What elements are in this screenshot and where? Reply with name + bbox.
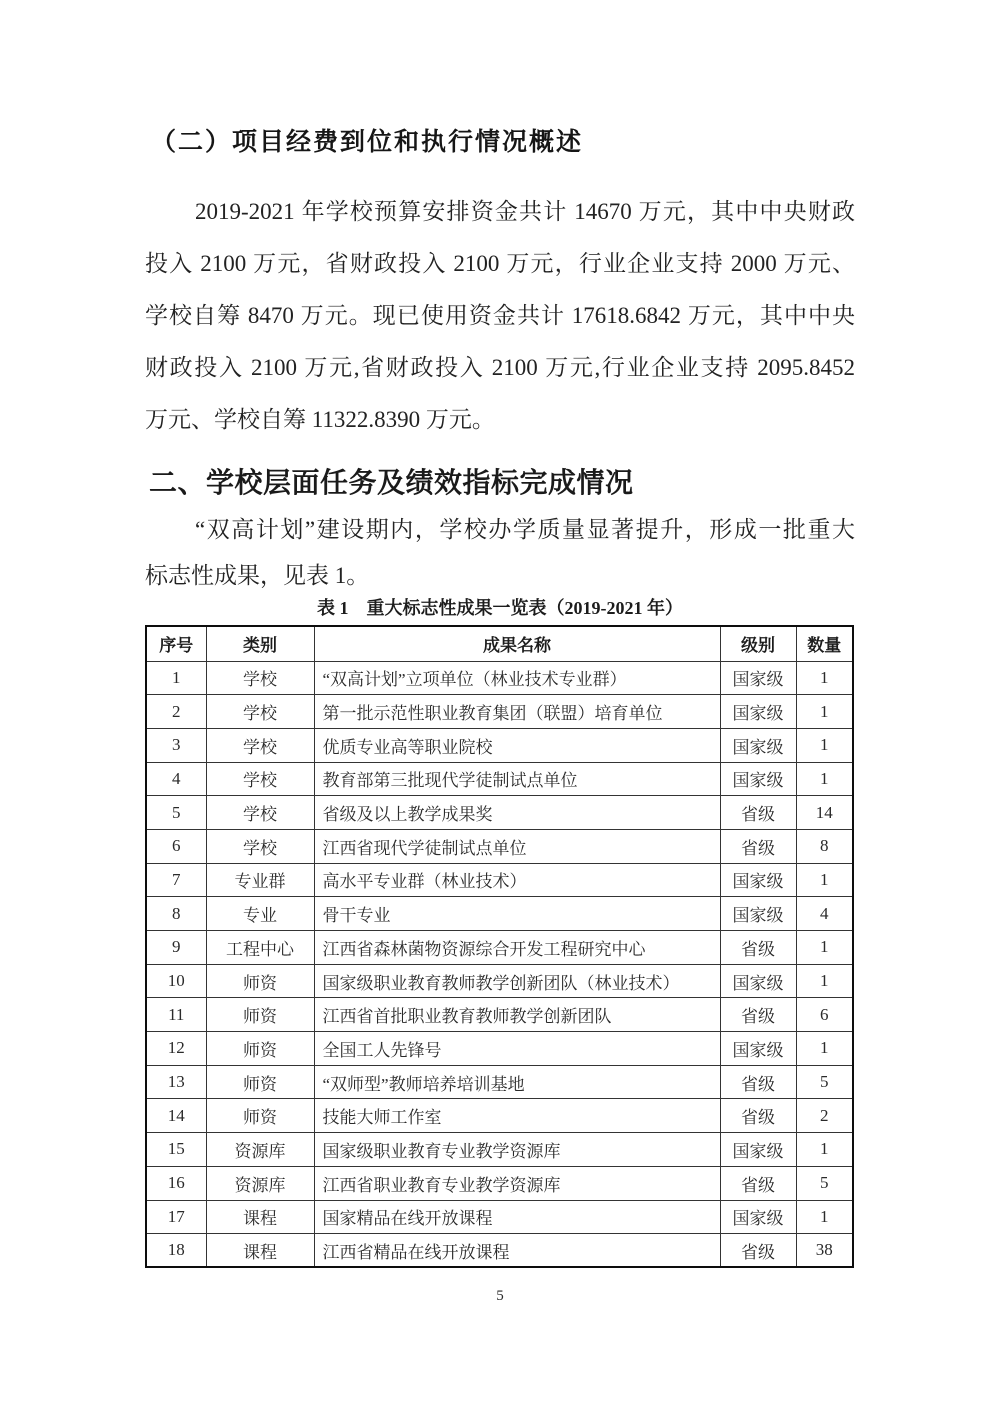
table-cell: 省级 bbox=[720, 829, 796, 863]
table-cell: 技能大师工作室 bbox=[314, 1099, 720, 1133]
table-cell: 1 bbox=[796, 1133, 853, 1167]
table-cell: 学校 bbox=[206, 728, 314, 762]
table-row bbox=[146, 1065, 853, 1099]
table-cell: 1 bbox=[796, 931, 853, 965]
table-cell: 6 bbox=[146, 829, 206, 863]
table-cell: 学校 bbox=[206, 829, 314, 863]
table-cell: 国家级 bbox=[720, 1200, 796, 1234]
table-cell: 省级 bbox=[720, 1166, 796, 1200]
table-cell: 4 bbox=[146, 762, 206, 796]
table-cell: 1 bbox=[796, 863, 853, 897]
table-cell: 15 bbox=[146, 1133, 206, 1167]
table-cell: 10 bbox=[146, 964, 206, 998]
table-cell: 师资 bbox=[206, 1099, 314, 1133]
table-cell: 课程 bbox=[206, 1200, 314, 1234]
table-cell: 国家级 bbox=[720, 762, 796, 796]
table-row bbox=[146, 829, 853, 863]
table-cell: 国家级 bbox=[720, 695, 796, 729]
paragraph-line: 财政投入 2100 万元,省财政投入 2100 万元,行业企业支持 2095.8452 bbox=[145, 355, 855, 380]
table-row bbox=[146, 695, 853, 729]
tasks-paragraph bbox=[145, 507, 855, 599]
table-cell: 1 bbox=[796, 1200, 853, 1234]
table-cell: 高水平专业群（林业技术） bbox=[314, 863, 720, 897]
table-cell: 资源库 bbox=[206, 1133, 314, 1167]
table-row bbox=[146, 762, 853, 796]
table-cell: 8 bbox=[146, 897, 206, 931]
table-cell: 专业 bbox=[206, 897, 314, 931]
table-cell: 8 bbox=[796, 829, 853, 863]
table-row bbox=[146, 964, 853, 998]
table-cell: 第一批示范性职业教育集团（联盟）培育单位 bbox=[314, 695, 720, 729]
table-cell: 13 bbox=[146, 1065, 206, 1099]
table-row bbox=[146, 1032, 853, 1066]
table-cell: 学校 bbox=[206, 695, 314, 729]
table-row bbox=[146, 998, 853, 1032]
table-cell: 省级 bbox=[720, 1234, 796, 1268]
column-header-category: 类别 bbox=[206, 626, 314, 661]
table-row bbox=[146, 1099, 853, 1133]
table-row bbox=[146, 1234, 853, 1268]
table-cell: 学校 bbox=[206, 661, 314, 695]
table-row bbox=[146, 661, 853, 695]
table-cell: 课程 bbox=[206, 1234, 314, 1268]
table-cell: 国家级 bbox=[720, 964, 796, 998]
table-cell: 3 bbox=[146, 728, 206, 762]
table-cell: 1 bbox=[796, 964, 853, 998]
table-cell: 江西省现代学徒制试点单位 bbox=[314, 829, 720, 863]
achievements-table bbox=[145, 625, 854, 1268]
table-header bbox=[146, 626, 853, 661]
table-cell: 江西省精品在线开放课程 bbox=[314, 1234, 720, 1268]
table-cell: 学校 bbox=[206, 796, 314, 830]
table-cell: 国家级职业教育专业教学资源库 bbox=[314, 1133, 720, 1167]
table-cell: 国家级 bbox=[720, 728, 796, 762]
column-header-level: 级别 bbox=[720, 626, 796, 661]
table-cell: 7 bbox=[146, 863, 206, 897]
table-cell: 江西省首批职业教育教师教学创新团队 bbox=[314, 998, 720, 1032]
table-row bbox=[146, 931, 853, 965]
table-cell: “双高计划”立项单位（林业技术专业群） bbox=[314, 661, 720, 695]
column-header-name: 成果名称 bbox=[314, 626, 720, 661]
table-cell: 江西省森林菌物资源综合开发工程研究中心 bbox=[314, 931, 720, 965]
table-cell: 1 bbox=[796, 661, 853, 695]
column-header-index: 序号 bbox=[146, 626, 206, 661]
table-cell: 2 bbox=[796, 1099, 853, 1133]
table-cell: “双师型”教师培养培训基地 bbox=[314, 1065, 720, 1099]
table-caption: 表 1 重大标志性成果一览表（2019-2021 年） bbox=[317, 598, 683, 618]
table-cell: 省级及以上教学成果奖 bbox=[314, 796, 720, 830]
table-cell: 学校 bbox=[206, 762, 314, 796]
table-cell: 11 bbox=[146, 998, 206, 1032]
table-cell: 12 bbox=[146, 1032, 206, 1066]
table-cell: 4 bbox=[796, 897, 853, 931]
table-cell: 38 bbox=[796, 1234, 853, 1268]
paragraph-line: 投入 2100 万元，省财政投入 2100 万元，行业企业支持 2000 万元、 bbox=[145, 251, 855, 276]
table-cell: 国家级职业教育教师教学创新团队（林业技术） bbox=[314, 964, 720, 998]
table-cell: 1 bbox=[796, 1032, 853, 1066]
table-cell: 江西省职业教育专业教学资源库 bbox=[314, 1166, 720, 1200]
table-cell: 6 bbox=[796, 998, 853, 1032]
table-cell: 1 bbox=[796, 695, 853, 729]
table-cell: 国家精品在线开放课程 bbox=[314, 1200, 720, 1234]
paragraph-line: 学校自筹 8470 万元。现已使用资金共计 17618.6842 万元，其中中央 bbox=[145, 303, 855, 328]
table-row bbox=[146, 796, 853, 830]
table-cell: 1 bbox=[146, 661, 206, 695]
table-cell: 优质专业高等职业院校 bbox=[314, 728, 720, 762]
table-cell: 国家级 bbox=[720, 863, 796, 897]
table-cell: 5 bbox=[796, 1065, 853, 1099]
table-cell: 17 bbox=[146, 1200, 206, 1234]
table-cell: 省级 bbox=[720, 1099, 796, 1133]
table-cell: 5 bbox=[796, 1166, 853, 1200]
table-cell: 省级 bbox=[720, 931, 796, 965]
table-cell: 16 bbox=[146, 1166, 206, 1200]
table-cell: 师资 bbox=[206, 1032, 314, 1066]
section-heading-tasks: 二、学校层面任务及绩效指标完成情况 bbox=[149, 467, 634, 498]
table-cell: 师资 bbox=[206, 964, 314, 998]
table-cell: 省级 bbox=[720, 998, 796, 1032]
table-body bbox=[146, 661, 853, 1267]
section-heading-funding: （二）项目经费到位和执行情况概述 bbox=[151, 129, 584, 156]
table-cell: 18 bbox=[146, 1234, 206, 1268]
table-cell: 1 bbox=[796, 728, 853, 762]
table-cell: 9 bbox=[146, 931, 206, 965]
paragraph-line: 2019-2021 年学校预算安排资金共计 14670 万元，其中中央财政 bbox=[195, 199, 855, 224]
table-row bbox=[146, 897, 853, 931]
table-cell: 国家级 bbox=[720, 897, 796, 931]
paragraph-line: 万元、学校自筹 11322.8390 万元。 bbox=[145, 407, 495, 432]
table-cell: 专业群 bbox=[206, 863, 314, 897]
table-cell: 骨干专业 bbox=[314, 897, 720, 931]
table-cell: 国家级 bbox=[720, 1032, 796, 1066]
table-cell: 国家级 bbox=[720, 1133, 796, 1167]
table-header-row bbox=[146, 626, 853, 661]
table-cell: 1 bbox=[796, 762, 853, 796]
table-cell: 教育部第三批现代学徒制试点单位 bbox=[314, 762, 720, 796]
table-cell: 14 bbox=[146, 1099, 206, 1133]
page-number: 5 bbox=[496, 1288, 504, 1304]
table-row bbox=[146, 728, 853, 762]
table-cell: 省级 bbox=[720, 796, 796, 830]
column-header-count: 数量 bbox=[796, 626, 853, 661]
table-cell: 2 bbox=[146, 695, 206, 729]
table-cell: 国家级 bbox=[720, 661, 796, 695]
table-cell: 全国工人先锋号 bbox=[314, 1032, 720, 1066]
table-row bbox=[146, 1166, 853, 1200]
table-row bbox=[146, 1133, 853, 1167]
paragraph-line: 标志性成果，见表 1。 bbox=[145, 563, 370, 588]
table-cell: 师资 bbox=[206, 998, 314, 1032]
funding-paragraph bbox=[145, 186, 855, 446]
table-row bbox=[146, 1200, 853, 1234]
table-row bbox=[146, 863, 853, 897]
paragraph-line: “双高计划”建设期内，学校办学质量显著提升，形成一批重大 bbox=[195, 517, 855, 542]
table-cell: 14 bbox=[796, 796, 853, 830]
table-cell: 资源库 bbox=[206, 1166, 314, 1200]
table-cell: 5 bbox=[146, 796, 206, 830]
table-cell: 工程中心 bbox=[206, 931, 314, 965]
table-cell: 省级 bbox=[720, 1065, 796, 1099]
table-cell: 师资 bbox=[206, 1065, 314, 1099]
